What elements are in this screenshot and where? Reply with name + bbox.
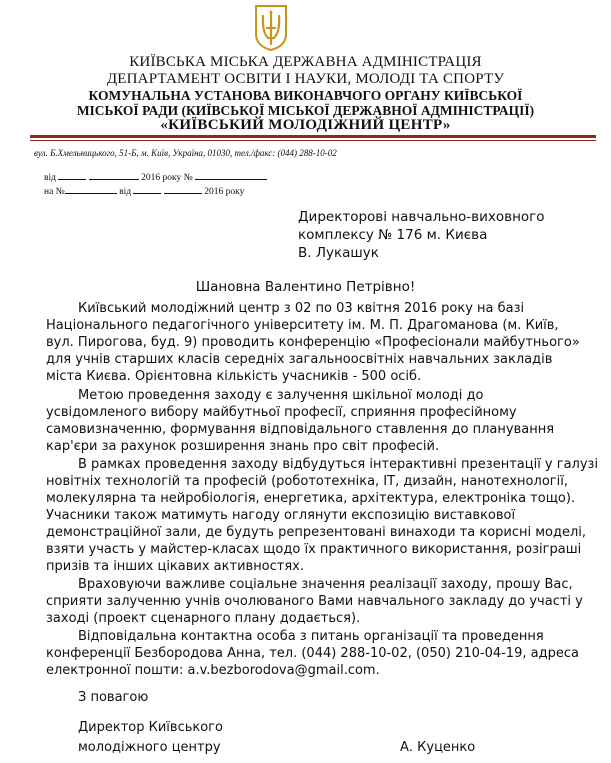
signer-name: А. Куценко <box>400 740 476 755</box>
body-line: призів та інших цікавих активностях. <box>46 559 305 574</box>
body-line: Учасники також матимуть нагоду оглянути експозицію виставкової <box>46 508 516 523</box>
day-blank <box>58 171 86 180</box>
month-blank <box>89 171 139 180</box>
from-label-2: від <box>119 187 132 197</box>
body-line: кар'єри за рахунок розширення знань про світ професій. <box>46 439 440 454</box>
closing-regards: З повагою <box>78 690 149 705</box>
signer-title-1: Директор Київського <box>78 720 223 735</box>
registration-line-2 <box>44 185 244 197</box>
month-blank-2 <box>164 185 202 194</box>
body-line: В рамках проведення заходу відбудуться інтерактивні презентації у галузі <box>78 457 599 472</box>
from-label: від <box>44 173 56 183</box>
body-line: вул. Пирогова, буд. 9) проводить конференцію «Професіонали майбутнього» <box>46 335 580 350</box>
addressee-name: В. Лукашук <box>298 245 379 261</box>
day-blank-2 <box>133 185 161 194</box>
body-line: Відповідальна контактна особа з питань організації та проведення <box>78 629 544 644</box>
to-label: на № <box>44 187 65 197</box>
org-address: вул. Б.Хмельницького, 51-Б, м. Київ, Україна, 01030, тел./факс: (044) 288-10-02 <box>34 148 337 158</box>
body-line: сприяти залученню учнів очолюваного Вами навчального закладу до участі у <box>46 594 583 609</box>
body-line: міста Києва. Орієнтовна кількість учасників - 500 осіб. <box>46 369 422 384</box>
year-text-2: 2016 року <box>204 187 245 197</box>
header-org-name: «КИЇВСЬКИЙ МОЛОДІЖНИЙ ЦЕНТР» <box>160 117 451 133</box>
body-line: електронної пошти: a.v.bezborodova@gmail.com. <box>46 663 380 678</box>
year-text: 2016 року № <box>141 173 193 183</box>
header-line-3: КОМУНАЛЬНА УСТАНОВА ВИКОНАВЧОГО ОРГАНУ КИЇВСЬКОЇ <box>88 88 523 103</box>
registration-line-1 <box>44 171 267 183</box>
body-line: конференції Безбородова Анна, тел. (044) 288-10-02, (050) 210-04-19, адреса <box>46 646 579 661</box>
body-line: демонстраційної зали, де будуть репрезентовані винаходи та корисні моделі, <box>46 525 587 540</box>
body-line: молекулярна та нейробіологія, енергетика, архітектура, електроніка тощо). <box>46 491 576 506</box>
greeting: Шановна Валентино Петрівно! <box>195 279 416 295</box>
body-line: взяти участь у майстер-класах щодо їх практичного використання, розіграші <box>46 542 582 557</box>
body-line: Враховуючи важливе соціальне значення реалізації заходу, прошу Вас, <box>78 577 573 592</box>
ref-number-blank <box>65 185 117 194</box>
addressee-line-1: Директорові навчально-виховного <box>298 209 545 225</box>
addressee-line-2: комплексу № 176 м. Києва <box>298 227 488 243</box>
body-line: Національного педагогічного університету ім. М. П. Драгоманова (м. Київ, <box>46 318 559 333</box>
coat-of-arms-icon <box>254 4 288 52</box>
body-line: Метою проведення заходу є залучення шкільної молоді до <box>78 388 484 403</box>
body-line: новітніх технологій та професій (робототехніка, IT, дизайн, нанотехнології, <box>46 474 568 489</box>
header-divider <box>30 135 596 138</box>
signer-title-2: молодіжного центру <box>78 740 221 755</box>
body-line: заході (проект сценарного плану додається). <box>46 611 361 626</box>
number-blank <box>195 171 267 180</box>
header-line-4: МІСЬКОЇ РАДИ (КИЇВСЬКОЇ МІСЬКОЇ ДЕРЖАВНОЇ АДМІНІСТРАЦІЇ) <box>76 103 535 118</box>
body-line: для учнів старших класів середніх загальноосвітніх навчальних закладів <box>46 352 553 367</box>
header-line-2: ДЕПАРТАМЕНТ ОСВІТИ І НАУКИ, МОЛОДІ ТА СПОРТУ <box>106 71 505 87</box>
header-divider-thin <box>30 140 596 141</box>
body-line: усвідомленого вибору майбутньої професії, сприяння професійному <box>46 405 517 420</box>
body-line: Київський молодіжний центр з 02 по 03 квітня 2016 року на базі <box>78 301 525 316</box>
body-line: самовизначенню, формування відповідального ставлення до планування <box>46 422 555 437</box>
header-line-1: КИЇВСЬКА МІСЬКА ДЕРЖАВНА АДМІНІСТРАЦІЯ <box>129 54 482 70</box>
